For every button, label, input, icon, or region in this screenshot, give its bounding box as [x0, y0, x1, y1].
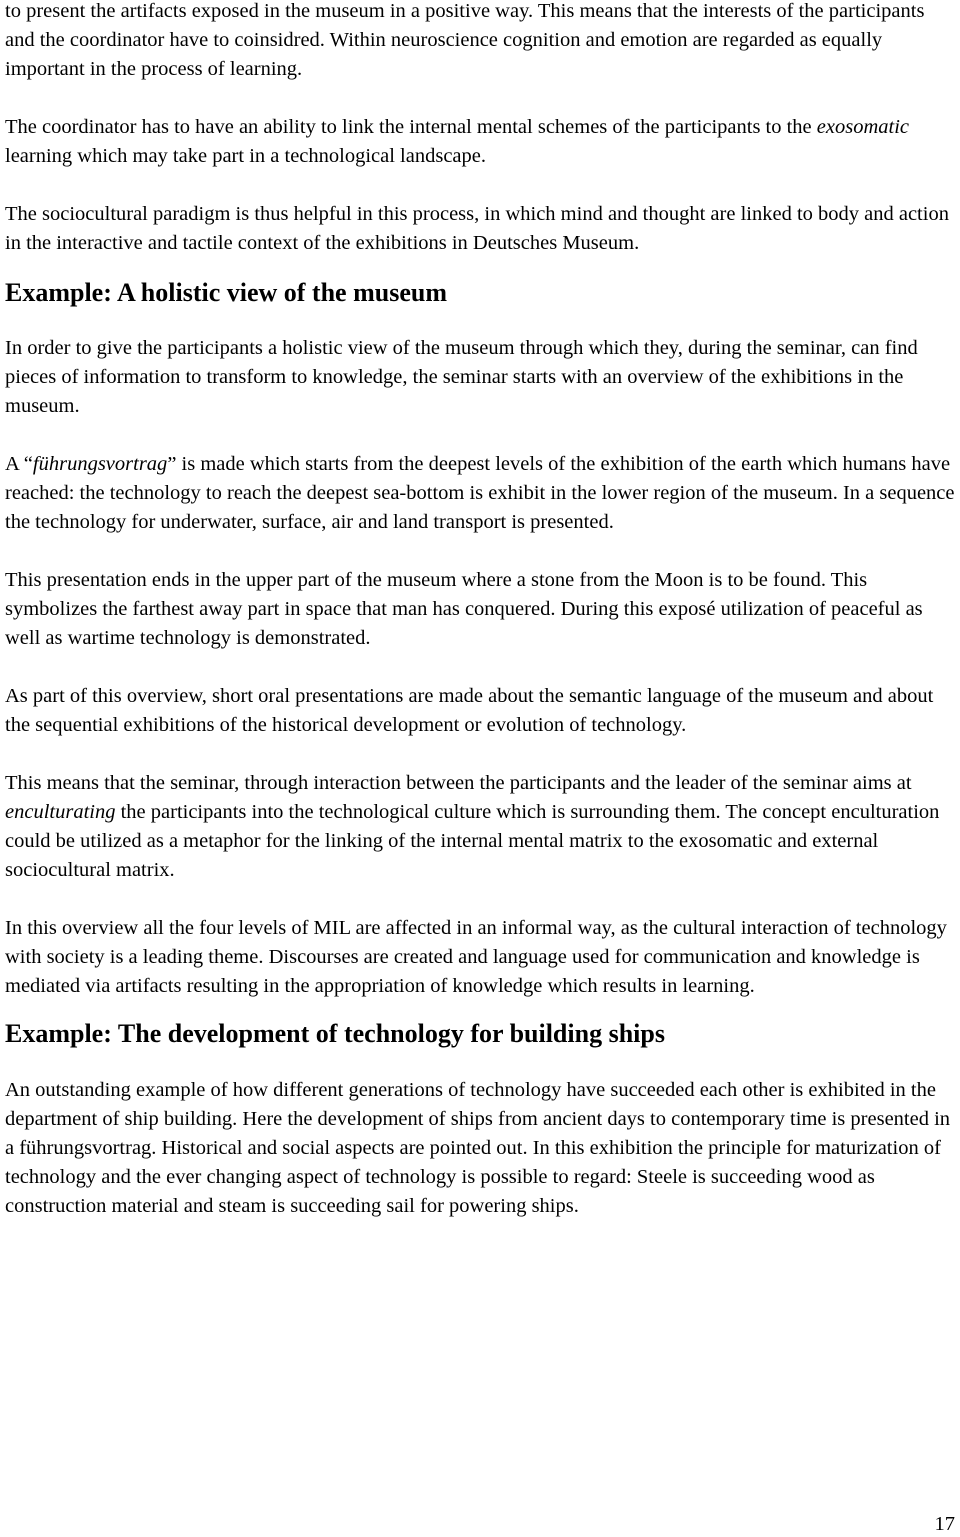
paragraph-enculturating	[5, 769, 957, 885]
paragraph-enculturating-text-b: the participants into the technological culture which is surrounding them. The concept enculturation could be utilized as a metaphor for the linking of the internal mental matrix to the exosomatic and external sociocultural matrix.	[5, 801, 940, 881]
section-heading-ship-building: Example: The development of technology for building ships	[5, 1019, 665, 1048]
paragraph-moon-stone: This presentation ends in the upper part of the museum where a stone from the Moon is to be found. This symbolizes the farthest away part in space that man has conquered. During this exposé utilization of peaceful as well as wartime technology is demonstrated.	[5, 569, 923, 649]
paragraph-oral-presentations: As part of this overview, short oral presentations are made about the semantic language of the museum and about the sequential exhibitions of the historical development or evolution of technology.	[5, 685, 934, 736]
paragraph-fuhrungsvortrag	[5, 450, 957, 537]
paragraph-fuhrungsvortrag-text-b: ” is made which starts from the deepest levels of the exhibition of the earth which humans have reached: the technology to reach the deepest sea-bottom is exhibit in the lower region of the museum. In a sequence the technology for underwater, surface, air and land transport is presented.	[5, 453, 955, 533]
term-enculturating: enculturating	[5, 801, 116, 823]
term-exosomatic: exosomatic	[816, 116, 910, 138]
paragraph-ship-building: An outstanding example of how different generations of technology have succeeded each other is exhibited in the department of ship building. Here the development of ships from ancient days to contemporary time is presented in a führungsvortrag. Historical and social aspects are pointed out. In this exhibition the principle for maturization of technology and the ever changing aspect of technology is possible to regard: Steele is succeeding wood as construction material and steam is succeeding sail for powering ships.	[5, 1079, 951, 1217]
section-heading-holistic-view: Example: A holistic view of the museum	[5, 278, 447, 307]
paragraph-coordinator	[5, 113, 957, 171]
paragraph-intro: to present the artifacts exposed in the museum in a positive way. This means that the interests of the participants and the coordinator have to coinsidred. Within neuroscience cognition and emotion are regarded as equally important in the process of learning.	[5, 0, 925, 80]
paragraph-coordinator-text-b: learning which may take part in a technological landscape.	[5, 145, 486, 167]
paragraph-holistic-overview: In order to give the participants a holistic view of the museum through which they, during the seminar, can find pieces of information to transform to knowledge, the seminar starts with an overview of the exhibitions in the museum.	[5, 337, 918, 417]
paragraph-mil-levels: In this overview all the four levels of MIL are affected in an informal way, as the cultural interaction of technology with society is a leading theme. Discourses are created and language used for communication and knowledge is mediated via artifacts resulting in the appropriation of knowledge which results in learning.	[5, 917, 947, 997]
paragraph-sociocultural: The sociocultural paradigm is thus helpful in this process, in which mind and thought are linked to body and action in the interactive and tactile context of the exhibitions in Deutsches Museum.	[5, 203, 949, 254]
page-number: 17	[934, 1513, 955, 1535]
paragraph-enculturating-text-a: This means that the seminar, through interaction between the participants and the leader of the seminar aims at	[5, 772, 912, 794]
paragraph-coordinator-text-a: The coordinator has to have an ability to link the internal mental schemes of the participants to the	[5, 116, 817, 138]
paragraph-fuhrungsvortrag-text-a: A “	[5, 453, 33, 475]
document-page	[5, 0, 957, 1221]
term-fuhrungsvortrag: führungsvortrag	[32, 453, 168, 475]
